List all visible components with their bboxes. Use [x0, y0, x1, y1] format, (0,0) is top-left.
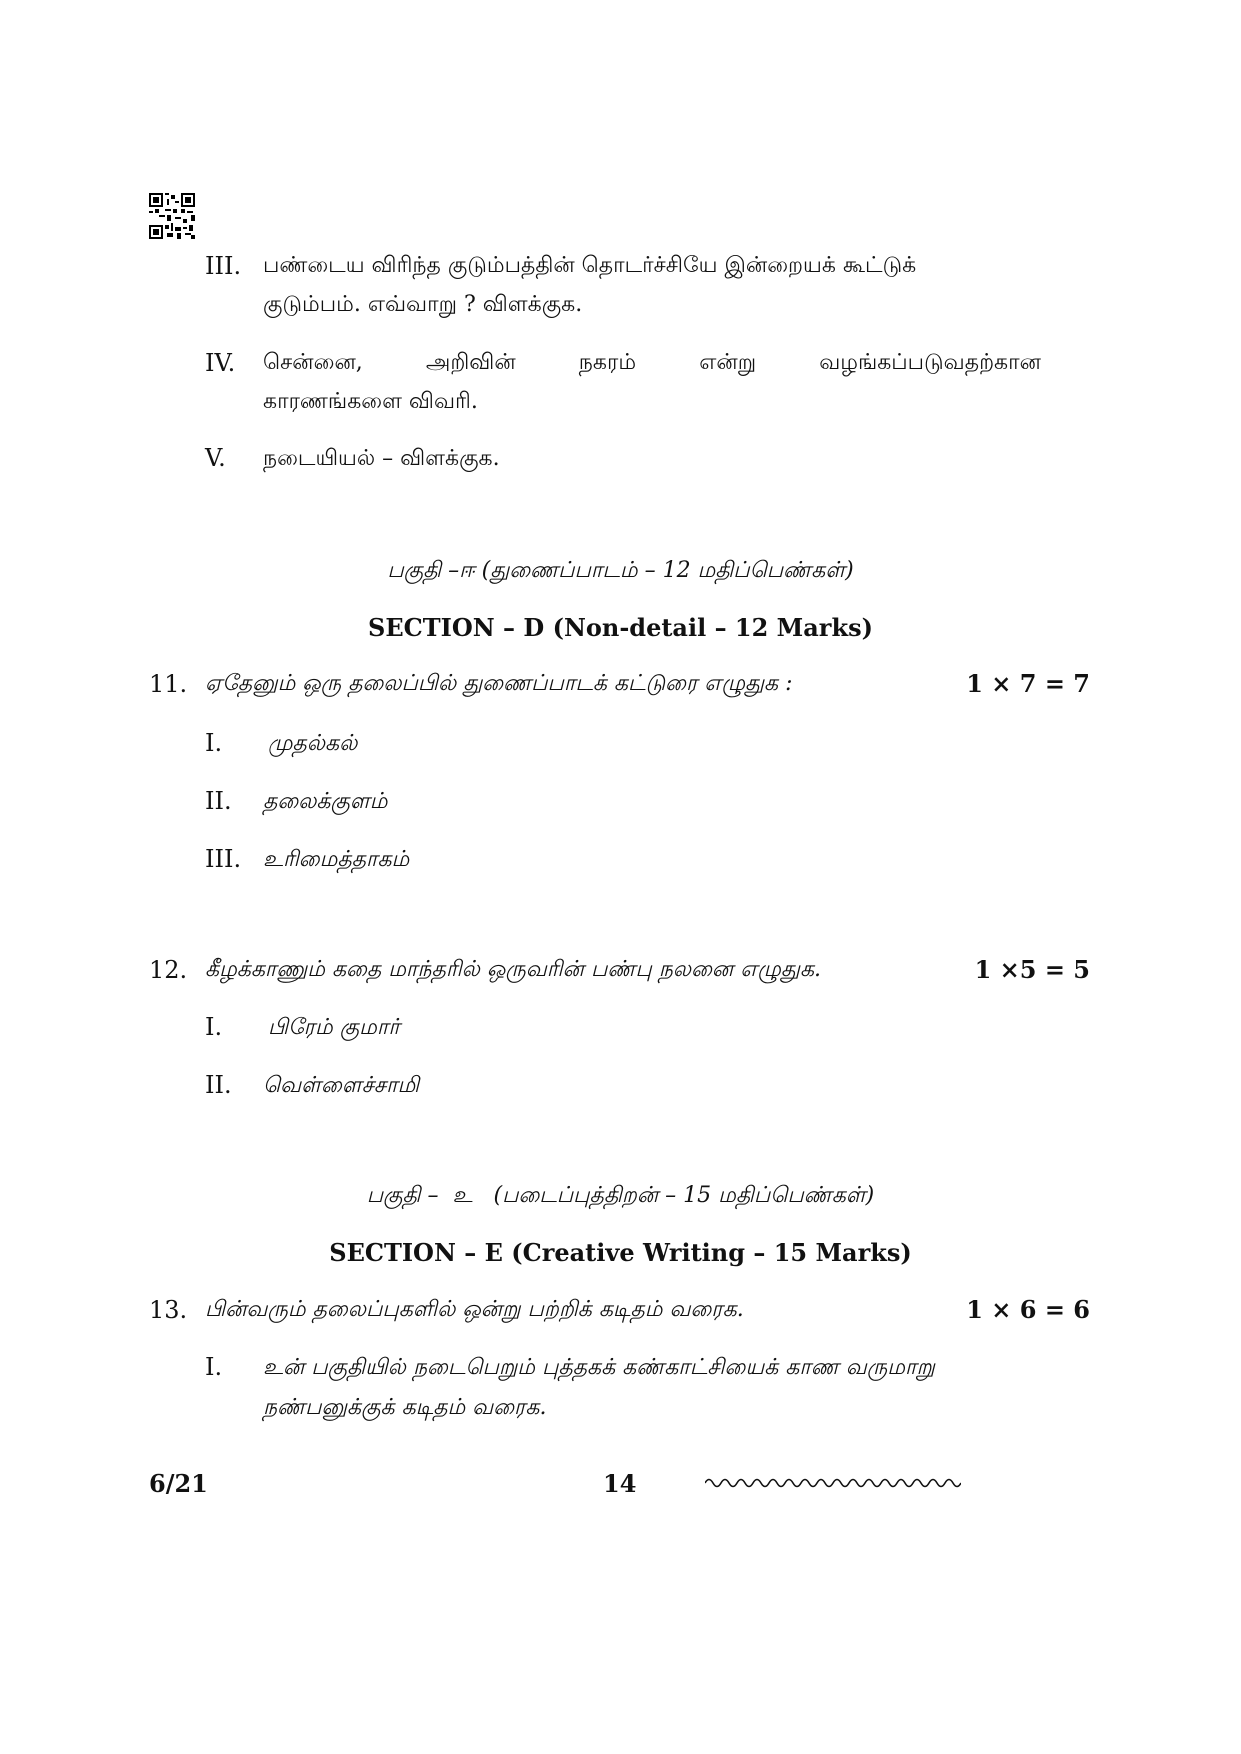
option-text: முதல்கல் [268, 731, 358, 756]
section-e-tamil-heading: பகுதி – உ (படைப்புத்திறன் – 15 மதிப்பெண்கள்) [366, 1183, 875, 1208]
question-marks: 1 × 7 = 7 [966, 669, 1090, 698]
option-text: உரிமைத்தாகம் [263, 847, 410, 872]
word: அறிவின் [425, 350, 516, 375]
page-number: 14 [603, 1469, 637, 1498]
section-e-heading: SECTION – E (Creative Writing – 15 Marks) [329, 1238, 912, 1267]
question-text: பின்வரும் தலைப்புகளில் ஒன்று பற்றிக் கடிதம் வரைக. [205, 1297, 744, 1322]
item-numeral: V. [205, 444, 226, 472]
word: நகரம் [578, 350, 637, 375]
question-marks: 1 ×5 = 5 [974, 955, 1090, 984]
question-number: 11. [149, 670, 188, 698]
word: வழங்கப்படுவதற்கான [819, 350, 1041, 375]
item-text-line: காரணங்களை விவரி. [263, 389, 478, 414]
option-numeral: I. [205, 1013, 223, 1041]
option-numeral: II. [205, 787, 232, 815]
word: சென்னை, [263, 350, 363, 375]
item-text-line: குடும்பம். எவ்வாறு ? விளக்குக. [263, 292, 583, 317]
question-text: ஏதேனும் ஒரு தலைப்பில் துணைப்பாடக் கட்டுரை எழுதுக : [205, 671, 793, 696]
option-text: நண்பனுக்குக் கடிதம் வரைக. [263, 1395, 547, 1420]
qr-code-icon [149, 193, 195, 239]
paper-code: 6/21 [149, 1469, 208, 1498]
option-numeral: II. [205, 1071, 232, 1099]
option-text: வெள்ளைச்சாமி [263, 1073, 420, 1098]
item-numeral: III. [205, 252, 242, 280]
word: என்று [699, 350, 757, 375]
option-numeral: I. [205, 729, 223, 757]
option-text: பிரேம் குமார் [268, 1015, 400, 1040]
option-numeral: I. [205, 1353, 223, 1381]
item-text-line [263, 350, 1041, 378]
question-marks: 1 × 6 = 6 [966, 1295, 1090, 1324]
wavy-line-icon [705, 1476, 961, 1490]
section-d-heading: SECTION – D (Non-detail – 12 Marks) [368, 613, 873, 642]
option-numeral: III. [205, 845, 242, 873]
question-number: 12. [149, 956, 188, 984]
option-text: தலைக்குளம் [263, 789, 388, 814]
question-text: கீழக்காணும் கதை மாந்தரில் ஒருவரின் பண்பு நலனை எழுதுக. [205, 957, 822, 982]
question-number: 13. [149, 1296, 188, 1324]
option-text: உன் பகுதியில் நடைபெறும் புத்தகக் கண்காட்சியைக் காண வருமாறு [263, 1355, 935, 1380]
item-numeral: IV. [205, 349, 236, 377]
item-text-line: பண்டைய விரிந்த குடும்பத்தின் தொடர்ச்சியே இன்றையக் கூட்டுக் [263, 253, 917, 278]
item-text-line: நடையியல் – விளக்குக. [263, 446, 500, 471]
section-d-tamil-heading: பகுதி –ஈ (துணைப்பாடம் – 12 மதிப்பெண்கள்) [387, 558, 854, 583]
